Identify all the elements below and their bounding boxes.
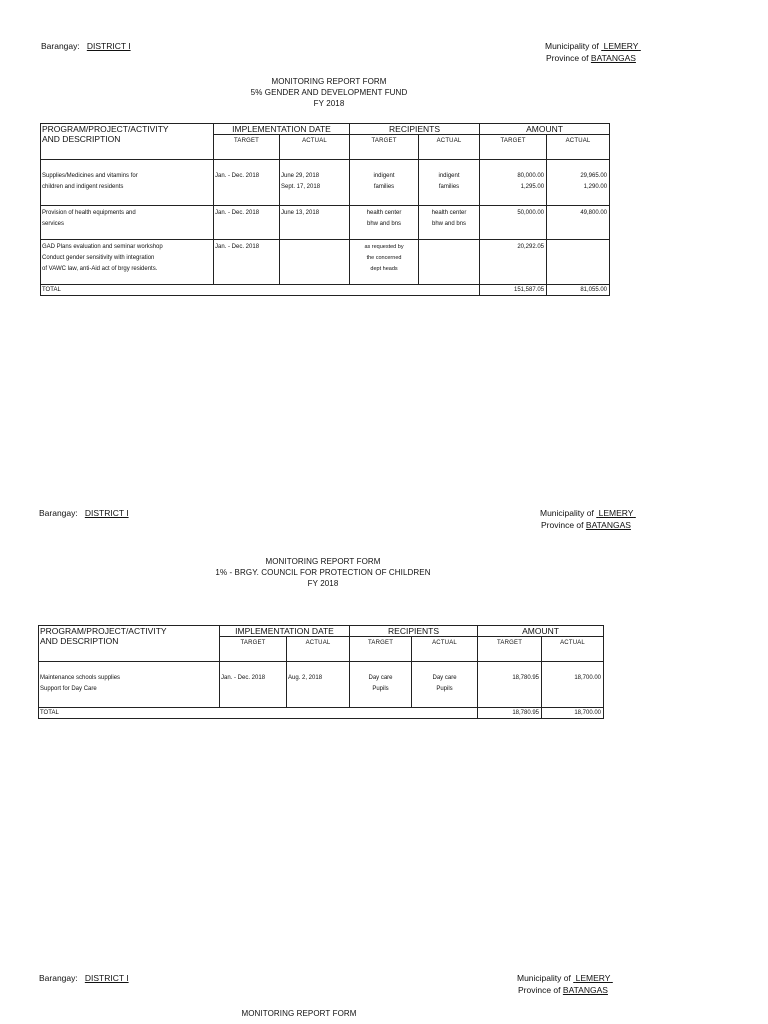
cell-line: families (373, 184, 395, 190)
cell-line: dept heads (370, 266, 398, 272)
cell-text (419, 160, 479, 193)
cell-line: June 29, 2018 (281, 173, 320, 179)
province-line (518, 984, 608, 996)
total-actual-cell (547, 285, 610, 296)
cell-recip-actual (412, 662, 478, 708)
cell-line: 18,700.00 (574, 675, 602, 681)
barangay-label: Barangay: (41, 41, 80, 51)
cell-line: bhw and bns (367, 221, 402, 227)
cell-line: 50,000.00 (517, 210, 545, 216)
barangay-line (41, 40, 131, 52)
cell-amt-actual (547, 240, 610, 285)
form-title: MONITORING REPORT FORM (271, 77, 387, 86)
cell-text (547, 240, 609, 242)
total-actual-value: 18,700.00 (574, 710, 602, 716)
municipality-label: Municipality of (545, 41, 599, 51)
province-value: BATANGAS (590, 53, 636, 63)
table-row (41, 160, 610, 206)
municipality-line (517, 972, 613, 984)
province-value: BATANGAS (562, 985, 608, 995)
cell-text (480, 160, 546, 193)
cell-text (280, 240, 349, 242)
cell-text (41, 160, 213, 193)
cell-line: indigent (373, 173, 395, 179)
cell-text (350, 206, 418, 230)
table-row (41, 206, 610, 240)
cell-line: Day care (432, 675, 457, 681)
cell-line: Jan. - Dec. 2018 (215, 173, 260, 179)
municipality-line (540, 507, 636, 519)
cell-line: as requested by (364, 244, 404, 250)
col-header-implementation-date: IMPLEMENTATION DATE (214, 124, 350, 135)
total-label: TOTAL (42, 287, 61, 293)
cell-text (412, 662, 477, 695)
cell-line: Pupils (372, 686, 389, 692)
cell-text (547, 160, 609, 193)
col-header-program (39, 626, 220, 662)
municipality-label: Municipality of (517, 973, 571, 983)
monitoring-table (38, 625, 604, 719)
cell-impl-actual (280, 240, 350, 285)
form-titles (0, 1008, 683, 1019)
fund-title: 5% GENDER AND DEVELOPMENT FUND (250, 88, 408, 97)
cell-line: health center (431, 210, 467, 216)
cell-line: 18,780.95 (512, 675, 540, 681)
fund-title: 1% - BRGY. COUNCIL FOR PROTECTION OF CHILDREN (215, 568, 431, 577)
total-row (39, 708, 604, 719)
fiscal-year: FY 2018 (307, 579, 339, 588)
total-target-value: 18,780.95 (512, 710, 540, 716)
cell-line: children and indigent residents (42, 184, 124, 190)
cell-line: bhw and bns (432, 221, 467, 227)
barangay-label: Barangay: (39, 973, 78, 983)
form-titles (0, 76, 713, 109)
col-header-implementation-date: IMPLEMENTATION DATE (220, 626, 350, 637)
barangay-line (39, 507, 129, 519)
municipality-label: Municipality of (540, 508, 594, 518)
table-row (39, 662, 604, 708)
province-line (541, 519, 631, 531)
cell-text (542, 662, 603, 684)
cell-line: Jan. - Dec. 2018 (215, 244, 260, 250)
table-row (41, 240, 610, 285)
province-line (546, 52, 636, 64)
barangay-value: DISTRICT I (84, 508, 129, 518)
cell-text (547, 206, 609, 219)
cell-desc (41, 160, 214, 206)
subheader-actual: ACTUAL (542, 637, 604, 662)
col-header-program-line: PROGRAM/PROJECT/ACTIVITY (42, 124, 169, 134)
table-header-row (39, 626, 604, 637)
municipality-value: LEMERY (598, 508, 634, 518)
cell-line: Maintenance schools supplies (40, 675, 121, 681)
cell-desc (41, 206, 214, 240)
cell-text (214, 240, 279, 253)
province-label: Province of (518, 985, 561, 995)
municipality-value: LEMERY (575, 973, 611, 983)
form-title: MONITORING REPORT FORM (265, 557, 381, 566)
col-header-amount: AMOUNT (480, 124, 610, 135)
cell-text (480, 240, 546, 253)
subheader-target: TARGET (478, 637, 542, 662)
subheader-target: TARGET (480, 135, 547, 160)
cell-line: 29,965.00 (580, 173, 608, 179)
cell-recip-actual (419, 240, 480, 285)
total-label: TOTAL (40, 710, 59, 716)
cell-amt-target (478, 662, 542, 708)
total-target-cell (478, 708, 542, 719)
form-titles (0, 556, 707, 589)
cell-line: 1,290.00 (583, 184, 608, 190)
cell-line: 80,000.00 (517, 173, 545, 179)
total-actual-value: 81,055.00 (580, 287, 608, 293)
subheader-actual: ACTUAL (547, 135, 610, 160)
subheader-actual: ACTUAL (419, 135, 480, 160)
cell-line: Day care (368, 675, 393, 681)
cell-amt-target (480, 206, 547, 240)
subheader-target: TARGET (214, 135, 280, 160)
cell-line: Provision of health equipments and (42, 210, 136, 216)
cell-amt-actual (542, 662, 604, 708)
cell-line: Jan. - Dec. 2018 (215, 210, 260, 216)
cell-text (350, 240, 418, 275)
cell-text (287, 662, 349, 684)
cell-line: Aug. 2, 2018 (288, 675, 323, 681)
province-value: BATANGAS (585, 520, 631, 530)
cell-text (280, 160, 349, 193)
cell-line: health center (366, 210, 402, 216)
cell-line: 1,295.00 (520, 184, 545, 190)
cell-text (39, 662, 219, 695)
col-header-program-line: AND DESCRIPTION (40, 636, 119, 646)
cell-line: Pupils (436, 686, 453, 692)
cell-recip-actual (419, 206, 480, 240)
cell-amt-target (480, 240, 547, 285)
table-header-row (41, 124, 610, 135)
cell-amt-actual (547, 160, 610, 206)
cell-impl-actual (280, 160, 350, 206)
cell-line: of VAWC law, anti-Aid act of brgy residents. (42, 266, 158, 272)
province-label: Province of (541, 520, 584, 530)
total-row (41, 285, 610, 296)
total-target-value: 151,587.05 (514, 287, 545, 293)
cell-recip-target (350, 160, 419, 206)
cell-text (478, 662, 541, 684)
col-header-recipients: RECIPIENTS (350, 626, 478, 637)
cell-amt-target (480, 160, 547, 206)
barangay-value: DISTRICT I (84, 973, 129, 983)
cell-text (350, 160, 418, 193)
col-header-program-line: AND DESCRIPTION (42, 134, 121, 144)
cell-text (214, 160, 279, 182)
municipality-value: LEMERY (603, 41, 639, 51)
cell-line: Sept. 17, 2018 (281, 184, 321, 190)
cell-text (41, 240, 213, 275)
cell-impl-target (220, 662, 287, 708)
cell-amt-actual (547, 206, 610, 240)
barangay-line (39, 972, 129, 984)
subheader-actual: ACTUAL (287, 637, 350, 662)
cell-impl-actual (280, 206, 350, 240)
cell-impl-target (214, 206, 280, 240)
col-header-program-line: PROGRAM/PROJECT/ACTIVITY (40, 626, 167, 636)
municipality-line (545, 40, 641, 52)
cell-text (419, 206, 479, 230)
cell-text (280, 206, 349, 219)
cell-line: June 13, 2018 (281, 210, 320, 216)
form-title: MONITORING REPORT FORM (241, 1009, 357, 1018)
cell-text (419, 240, 479, 242)
cell-line: families (438, 184, 460, 190)
cell-text (220, 662, 286, 684)
cell-recip-target (350, 662, 412, 708)
fiscal-year: FY 2018 (313, 99, 345, 108)
total-label-cell (39, 708, 478, 719)
cell-line: indigent (438, 173, 460, 179)
barangay-label: Barangay: (39, 508, 78, 518)
subheader-target: TARGET (350, 135, 419, 160)
col-header-amount: AMOUNT (478, 626, 604, 637)
cell-recip-actual (419, 160, 480, 206)
cell-line: Supplies/Medicines and vitamins for (42, 173, 138, 179)
cell-impl-target (214, 240, 280, 285)
cell-recip-target (350, 206, 419, 240)
cell-impl-actual (287, 662, 350, 708)
cell-line: 20,292.05 (517, 244, 545, 250)
total-target-cell (480, 285, 547, 296)
subheader-actual: ACTUAL (280, 135, 350, 160)
province-label: Province of (546, 53, 589, 63)
total-label-cell (41, 285, 480, 296)
cell-text (480, 206, 546, 219)
subheader-target: TARGET (220, 637, 287, 662)
cell-recip-target (350, 240, 419, 285)
cell-text (41, 206, 213, 230)
monitoring-table (40, 123, 610, 296)
cell-line: Conduct gender sensitivity with integration (42, 255, 155, 261)
cell-line: Jan. - Dec. 2018 (221, 675, 266, 681)
col-header-program (41, 124, 214, 160)
cell-desc (39, 662, 220, 708)
cell-text (214, 206, 279, 219)
barangay-value: DISTRICT I (86, 41, 131, 51)
cell-line: 49,800.00 (580, 210, 608, 216)
subheader-actual: ACTUAL (412, 637, 478, 662)
cell-line: GAD Plans evaluation and seminar workshop (42, 244, 163, 250)
cell-line: services (42, 221, 65, 227)
subheader-target: TARGET (350, 637, 412, 662)
cell-text (350, 662, 411, 695)
cell-line: Support for Day Care (40, 686, 97, 692)
cell-impl-target (214, 160, 280, 206)
cell-line: the concerned (366, 255, 402, 261)
total-actual-cell (542, 708, 604, 719)
col-header-recipients: RECIPIENTS (350, 124, 480, 135)
cell-desc (41, 240, 214, 285)
